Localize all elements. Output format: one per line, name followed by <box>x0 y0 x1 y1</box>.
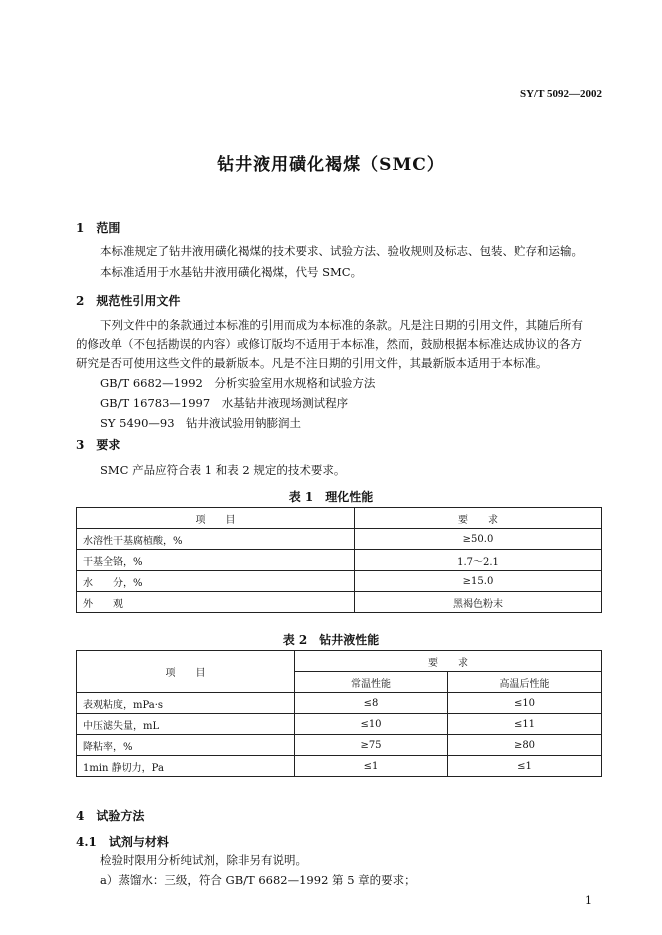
table-cell: ≤1 <box>448 756 602 777</box>
reference-item: GB/T 6682—1992 分析实验室用水规格和试验方法 <box>100 376 376 390</box>
table-2 <box>76 650 602 777</box>
table-cell: 中压滤失量，mL <box>77 714 295 735</box>
table-cell: ≥15.0 <box>355 571 602 592</box>
section-3-paragraph: SMC 产品应符合表 1 和表 2 规定的技术要求。 <box>100 463 346 477</box>
table-2-header-requirement: 要 求 <box>295 651 602 672</box>
table-row <box>77 756 602 777</box>
section-2-heading: 2 规范性引用文件 <box>76 294 181 308</box>
table-cell: 外 观 <box>77 592 355 613</box>
table-cell: 表观粘度，mPa·s <box>77 693 295 714</box>
table-cell: ≤8 <box>295 693 448 714</box>
section-1-heading: 1 范围 <box>76 221 121 235</box>
table-cell: ≤1 <box>295 756 448 777</box>
section-2-line-1: 下列文件中的条款通过本标准的引用而成为本标准的条款。凡是注日期的引用文件，其随后所有 <box>100 318 583 332</box>
table-row <box>77 714 602 735</box>
table-cell: 水 分，% <box>77 571 355 592</box>
section-4-1-item-a: a）蒸馏水：三级，符合 GB/T 6682—1992 第 5 章的要求； <box>100 873 416 887</box>
section-1-paragraph-2: 本标准适用于水基钻井液用磺化褐煤，代号 SMC。 <box>100 265 363 279</box>
table-row <box>77 735 602 756</box>
table-1-caption: 表 1 理化性能 <box>288 490 374 504</box>
page-number: 1 <box>585 894 592 907</box>
table-row <box>77 550 602 571</box>
table-cell: 降粘率，% <box>77 735 295 756</box>
standard-code: SY/T 5092—2002 <box>519 88 602 100</box>
section-4-1-paragraph: 检验时限用分析纯试剂，除非另有说明。 <box>100 853 307 867</box>
table-cell: 1min 静切力，Pa <box>77 756 295 777</box>
table-cell: 黑褐色粉末 <box>355 592 602 613</box>
table-row <box>77 693 602 714</box>
table-cell: ≤10 <box>448 693 602 714</box>
section-4-heading: 4 试验方法 <box>76 809 145 823</box>
table-1-header-row <box>77 508 602 529</box>
table-row <box>77 571 602 592</box>
section-1-paragraph-1: 本标准规定了钻井液用磺化褐煤的技术要求、试验方法、验收规则及标志、包装、贮存和运输。 <box>100 244 583 258</box>
table-2-subheader: 常温性能 <box>295 672 448 693</box>
section-2-line-2: 的修改单（不包括勘误的内容）或修订版均不适用于本标准，然而，鼓励根据本标准达成协议的各方 <box>76 337 582 351</box>
table-cell: ≥50.0 <box>355 529 602 550</box>
section-2-line-3: 研究是否可使用这些文件的最新版本。凡是不注日期的引用文件，其最新版本适用于本标准。 <box>76 356 548 370</box>
table-cell: ≥80 <box>448 735 602 756</box>
reference-item: SY 5490—93 钻井液试验用钠膨润土 <box>100 416 302 430</box>
table-cell: ≥75 <box>295 735 448 756</box>
table-2-header-row <box>77 651 602 672</box>
table-cell: 水溶性干基腐植酸，% <box>77 529 355 550</box>
table-cell: ≤11 <box>448 714 602 735</box>
table-1 <box>76 507 602 613</box>
table-cell: 1.7～2.1 <box>355 550 602 571</box>
table-2-header-item: 项 目 <box>77 651 295 693</box>
table-cell: ≤10 <box>295 714 448 735</box>
table-row <box>77 529 602 550</box>
table-cell: 干基全铬，% <box>77 550 355 571</box>
table-1-header-item: 项 目 <box>77 508 355 529</box>
section-4-1-heading: 4.1 试剂与材料 <box>76 835 169 849</box>
section-3-heading: 3 要求 <box>76 438 121 452</box>
table-2-subheader: 高温后性能 <box>448 672 602 693</box>
reference-item: GB/T 16783—1997 水基钻井液现场测试程序 <box>100 396 349 410</box>
table-2-caption: 表 2 钻井液性能 <box>282 633 380 647</box>
table-1-header-requirement: 要 求 <box>355 508 602 529</box>
page-title: 钻井液用磺化褐煤（SMC） <box>217 155 445 175</box>
table-row <box>77 592 602 613</box>
